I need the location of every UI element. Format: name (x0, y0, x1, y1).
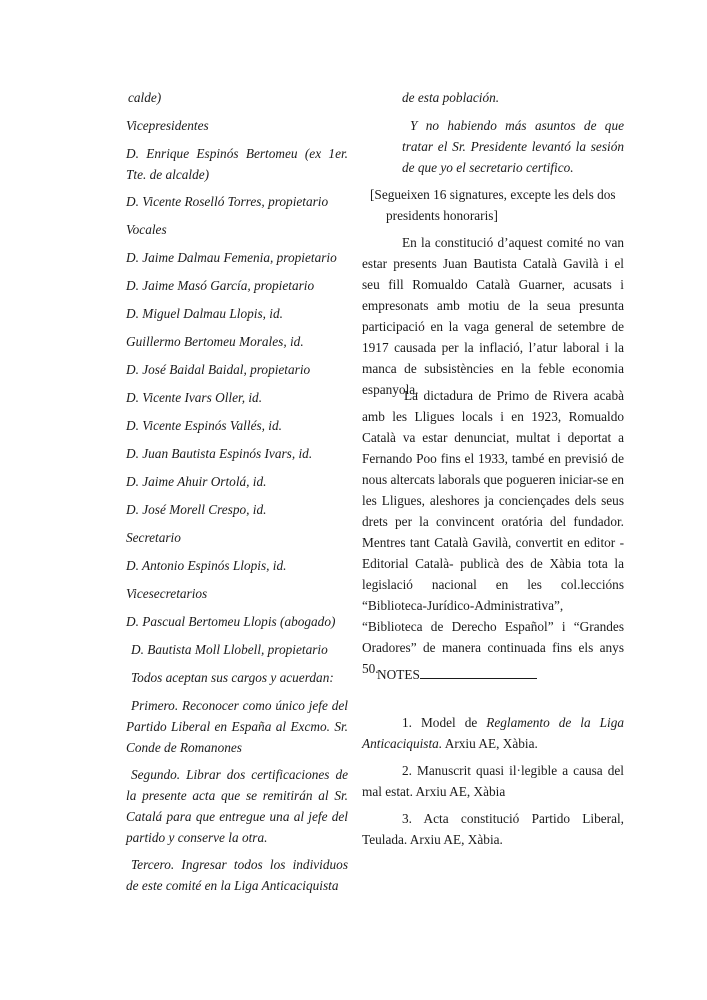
section-heading-vocales: Vocales (126, 222, 167, 237)
resolution-segundo: Segundo. Librar dos certificaciones de la presente acta que se remitirán al Sr. Catalá para que entregue una al jefe del partido y conserve la otra. (126, 767, 348, 845)
list-item: D. Jaime Dalmau Femenia, propietario (126, 250, 337, 265)
note-title: Reglamento de la Liga Anticaciquista. (362, 715, 624, 751)
list-item: D. Miguel Dalmau Llopis, id. (126, 306, 283, 321)
notes-heading-label: NOTES (377, 667, 420, 682)
list-item: D. Juan Bautista Espinós Ivars, id. (126, 446, 313, 461)
editorial-note: [Segueixen 16 signatures, excepte les dels dos presidents honoraris] (370, 187, 616, 223)
list-item: D. José Baidal Baidal, propietario (126, 362, 311, 377)
note-3 (362, 808, 624, 850)
note-text-end: Arxiu AE, Xàbia. (442, 736, 538, 751)
section-heading-vicesecretarios: Vicesecretarios (126, 586, 208, 601)
list-item: calde) (128, 90, 162, 105)
list-item: D. Vicente Espinós Vallés, id. (126, 418, 282, 433)
note-number: 2. (402, 763, 412, 778)
body-paragraph-2: La dictadura de Primo de Rivera acabà amb les Lligues locals i en 1923, Romualdo Català va estar denunciat, multat i deportat a Fernando Poo fins el 1933, també en previsió de nous altercats laborals que pogueren iniciar-se en les Lligues, aleshores ja concienҫades dels seus drets per la convincent oratória del fundador. Mentres tant Català Gavilà, convertit en editor -Editorial Català- publicà des de Xàbia tota la legislació nacional en les col.leccións “Biblioteca-Jurídico-Administrativa”, “Biblioteca de Derecho Español” i “Grandes Oradores” de manera continuada fins els anys 50. (362, 388, 624, 676)
list-item: D. Antonio Espinós Llopis, id. (126, 558, 287, 573)
note-number: 3. (402, 811, 412, 826)
list-item: D. Vicente Ivars Oller, id. (126, 390, 263, 405)
list-item: Guillermo Bertomeu Morales, id. (126, 334, 304, 349)
section-heading-vicepresidentes: Vicepresidentes (126, 118, 209, 133)
resolution-tercero: Tercero. Ingresar todos los individuos de este comité en la Liga Anticaciquista (126, 857, 348, 893)
note-2 (362, 760, 624, 802)
list-item: D. Enrique Espinós Bertomeu (ex 1er. Tte. de alcalde) (126, 146, 348, 182)
list-item: D. José Morell Crespo, id. (126, 502, 267, 517)
list-item: D. Pascual Bertomeu Llopis (abogado) (126, 614, 336, 629)
quote-close: Y no habiendo más asuntos de que tratar el Sr. Presidente levantó la sesión de que yo el secretario certifico. (402, 118, 624, 175)
notes-divider (420, 666, 537, 679)
note-text: Manuscrit quasi il·legible a causa del mal estat. Arxiu AE, Xàbia (362, 763, 624, 799)
note-number: 1. (402, 715, 412, 730)
list-item: D. Jaime Ahuir Ortolá, id. (126, 474, 267, 489)
section-heading-secretario: Secretario (126, 530, 181, 545)
note-text: Acta constitució Partido Liberal, Teulada. Arxiu AE, Xàbia. (362, 811, 624, 847)
list-item: D. Bautista Moll Llobell, propietario (131, 642, 328, 657)
note-text: Model de (420, 715, 487, 730)
resolution-primero: Primero. Reconocer como único jefe del Partido Liberal en España al Excmo. Sr. Conde de Romanones (126, 698, 348, 755)
list-item: D. Jaime Masó García, propietario (126, 278, 315, 293)
list-item: D. Vicente Roselló Torres, propietario (126, 194, 329, 209)
resolution-intro: Todos aceptan sus cargos y acuerdan: (131, 670, 334, 685)
quote-end: de esta población. (402, 90, 500, 105)
note-1 (362, 712, 624, 754)
notes-heading (377, 664, 624, 685)
body-paragraph-1: En la constitució d’aquest comité no van estar presents Juan Bautista Català Gavilà i el seu fill Romualdo Català Guarner, acusats i empresonats amb motiu de la seua presunta participació en la vaga general de setembre de 1917 causada per la inflació, l’atur laboral i la manca de subsistències en la feble economia espanyola. (362, 235, 624, 397)
